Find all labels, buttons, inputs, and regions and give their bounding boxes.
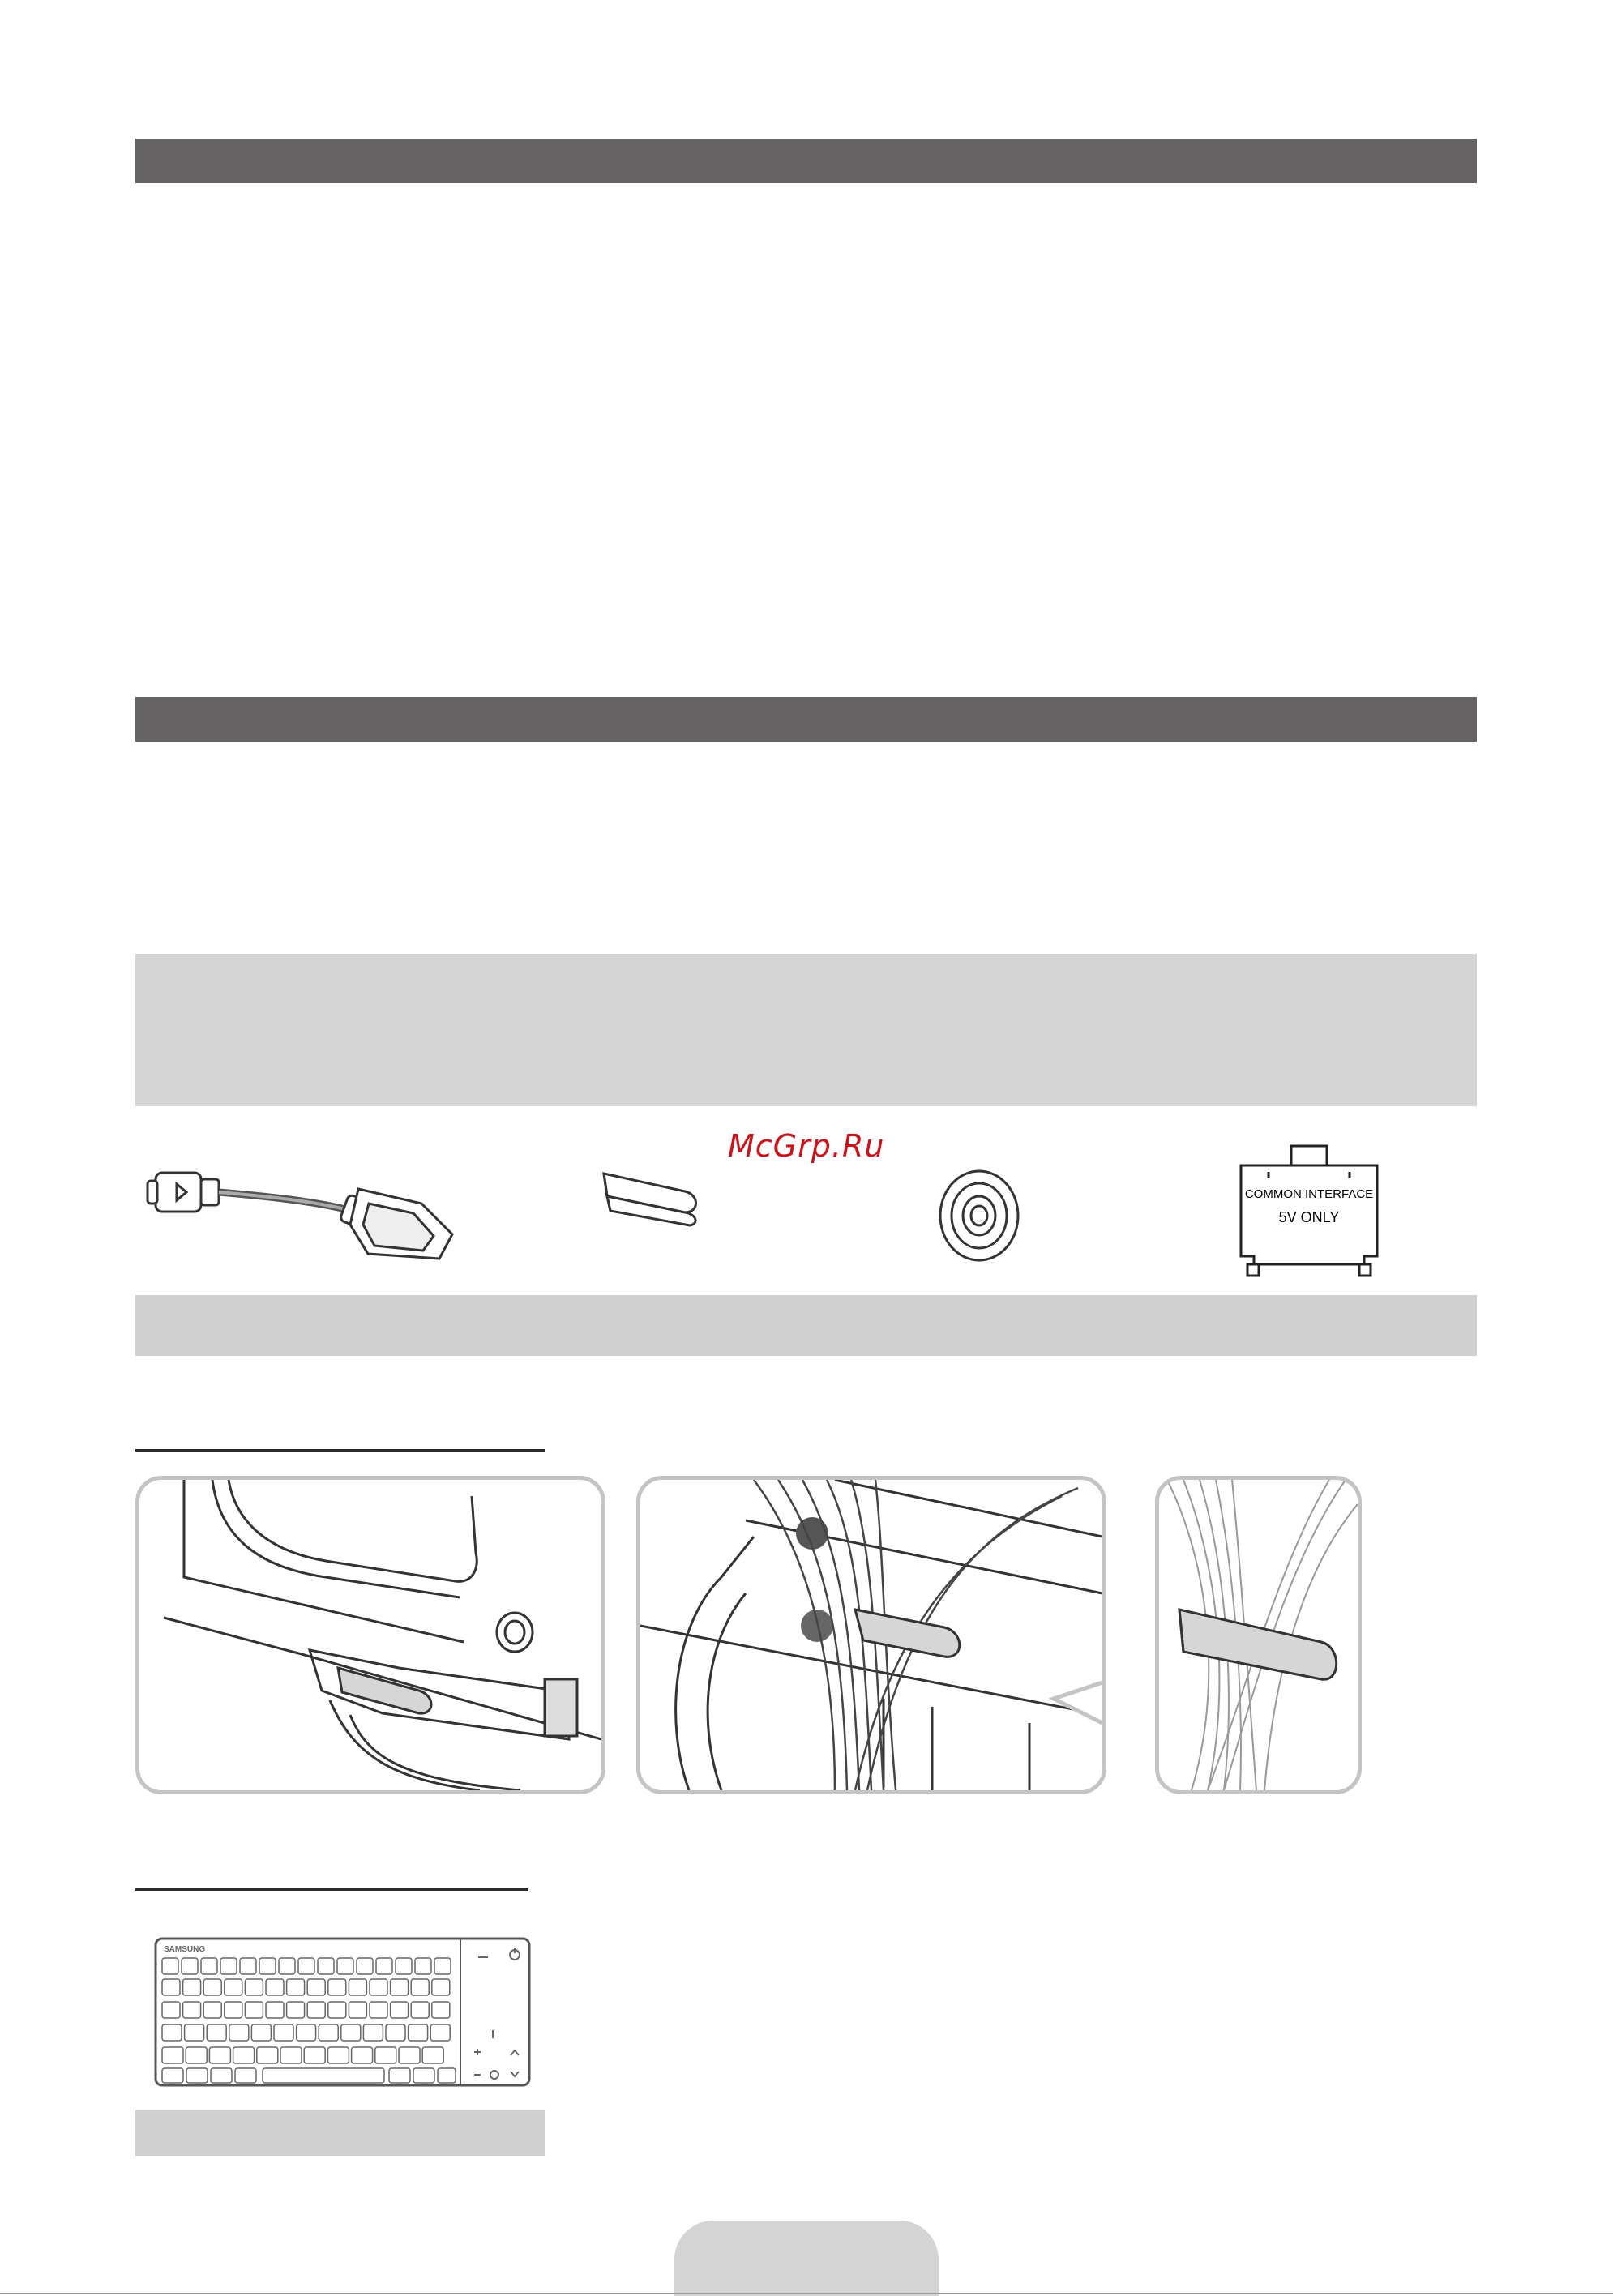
- cable-holder-illustration: [596, 1167, 701, 1232]
- keyboard-key: [413, 2068, 434, 2083]
- keyboard-key: [203, 1979, 221, 1995]
- ci-adapter-line1: COMMON INTERFACE: [1244, 1187, 1374, 1201]
- keyboard-key: [297, 2024, 316, 2041]
- keyboard-key: [349, 2002, 366, 2018]
- keyboard-key: [209, 2047, 230, 2063]
- keyboard-key: [259, 1958, 276, 1974]
- keyboard-key: [307, 2002, 325, 2018]
- ci-card-adapter-illustration: [1236, 1143, 1382, 1285]
- keyboard-key: [304, 2047, 325, 2063]
- keyboard-key: [229, 2024, 249, 2041]
- keyboard-key: [389, 2068, 410, 2083]
- cables-in-holder-illustration: [640, 1480, 1102, 1790]
- keyboard-key: [328, 2002, 346, 2018]
- keyboard-key: [349, 1979, 366, 1995]
- keyboard-key: [182, 1958, 198, 1974]
- keyboard-key: [375, 2047, 396, 2063]
- keyboard-key: [162, 2024, 182, 2041]
- keyboard-key: [357, 1958, 373, 1974]
- keyboard-key: [251, 2024, 271, 2041]
- keyboard-key: [307, 1979, 325, 1995]
- section-header-bar-1: [135, 139, 1477, 183]
- keyboard-key: [363, 2024, 383, 2041]
- keyboard-key: [266, 1979, 284, 1995]
- keyboard-key: [341, 2024, 361, 2041]
- subsection-rule-2: [135, 1888, 528, 1891]
- keyboard-key: [337, 1958, 353, 1974]
- keyboard-key: [391, 1979, 409, 1995]
- keyboard-key: [411, 1979, 429, 1995]
- keyboard-key: [386, 2024, 405, 2041]
- tv-back-illustration: [139, 1480, 601, 1790]
- cable-holder-step-2-panel: [636, 1476, 1106, 1794]
- keyboard-key: [245, 1979, 263, 1995]
- watermark: McGrp.Ru: [728, 1128, 885, 1164]
- keyboard-key: [287, 1979, 305, 1995]
- keyboard-key: [370, 1979, 387, 1995]
- keyboard-key: [203, 2002, 221, 2018]
- keyboard-key: [207, 2024, 226, 2041]
- keyboard-key: [319, 2024, 338, 2041]
- keyboard-key: [162, 2068, 183, 2083]
- keyboard-key: [434, 1958, 451, 1974]
- holder-detail-illustration: [1159, 1480, 1358, 1790]
- keyboard-key: [245, 2002, 263, 2018]
- keyboard-key: [430, 2024, 450, 2041]
- keyboard-key: [318, 1958, 334, 1974]
- keyboard-key: [415, 1958, 431, 1974]
- keyboard-key: [352, 2047, 373, 2063]
- keyboard-key: [235, 2068, 256, 2083]
- keyboard-key: [225, 1979, 242, 1995]
- keyboard-key: [287, 2002, 305, 2018]
- keyboard-key: [233, 2047, 255, 2063]
- bottom-crop-line: [0, 2293, 1613, 2294]
- keyboard-key: [263, 2068, 384, 2083]
- keyboard-key: [391, 2002, 409, 2018]
- note-box: [135, 954, 1477, 1106]
- keyboard-key: [280, 2047, 302, 2063]
- wireless-keyboard-illustration: [154, 1937, 531, 2087]
- keyboard-key: [162, 2047, 183, 2063]
- keyboard-key: [211, 2068, 232, 2083]
- keyboard-key: [298, 1958, 314, 1974]
- ci-adapter-line2: 5V ONLY: [1278, 1209, 1340, 1225]
- keyboard-key: [432, 2002, 450, 2018]
- keyboard-key: [396, 1958, 412, 1974]
- keyboard-key: [183, 1979, 201, 1995]
- keyboard-key: [162, 2002, 180, 2018]
- cable-holder-detail-panel: [1155, 1476, 1362, 1794]
- keyboard-key: [376, 1958, 392, 1974]
- scart-adapter-cable-illustration: [146, 1155, 470, 1260]
- keyboard-key: [327, 2047, 349, 2063]
- subsection-rule-1: [135, 1449, 545, 1452]
- keyboard-key: [370, 2002, 387, 2018]
- keyboard-key: [409, 2024, 428, 2041]
- keyboard-key: [240, 1958, 256, 1974]
- cable-holder-step-1-panel: [135, 1476, 605, 1794]
- keyboard-key: [220, 1958, 237, 1974]
- section-header-bar-2: [135, 697, 1477, 742]
- keyboard-key: [162, 1979, 180, 1995]
- keyboard-caption-bar: [135, 2110, 545, 2156]
- keyboard-key: [279, 1958, 295, 1974]
- keyboard-key: [438, 2068, 456, 2083]
- keyboard-key: [328, 1979, 346, 1995]
- keyboard-key: [185, 2024, 204, 2041]
- keyboard-key: [411, 2002, 429, 2018]
- keyboard-key: [266, 2002, 284, 2018]
- holder-ring-illustration: [935, 1167, 1024, 1264]
- keyboard-key: [186, 2047, 207, 2063]
- keyboard-key: [274, 2024, 293, 2041]
- keyboard-key: [186, 2068, 208, 2083]
- keyboard-key: [399, 2047, 420, 2063]
- keyboard-key: [201, 1958, 217, 1974]
- accessories-caption-bar: [135, 1295, 1477, 1356]
- keyboard-key: [162, 1958, 178, 1974]
- keyboard-key: [432, 1979, 450, 1995]
- keyboard-brand: SAMSUNG: [164, 1945, 206, 1954]
- keyboard-key: [183, 2002, 201, 2018]
- page-number-tab: [674, 2221, 939, 2296]
- keyboard-key: [225, 2002, 242, 2018]
- keyboard-key: [422, 2047, 443, 2063]
- keyboard-key: [257, 2047, 278, 2063]
